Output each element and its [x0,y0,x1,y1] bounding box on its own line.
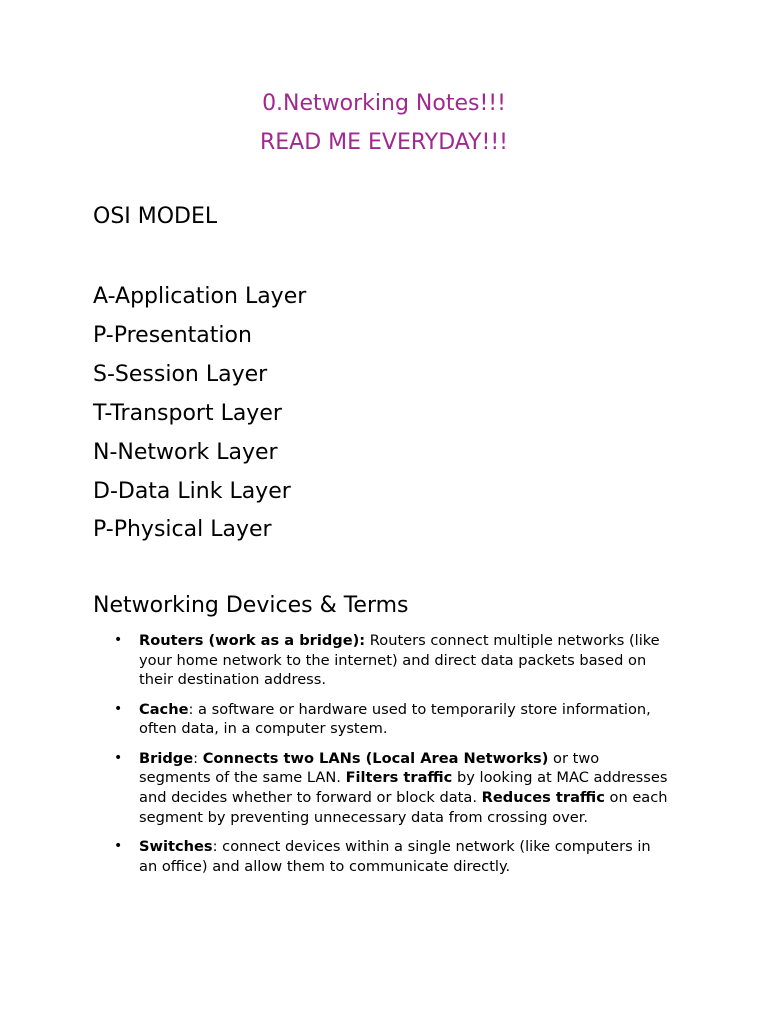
bullet-icon: • [114,837,123,854]
term-definition: : a software or hardware used to temporarily store information, often data, in a computer system. [139,700,651,738]
term-definition: or two segments of the same LAN. [139,749,600,787]
layer-application: A-Application Layer [93,284,307,309]
osi-layer-list [93,278,306,550]
term-emphasis: Reduces traffic [481,788,605,806]
term-definition: Routers connect multiple networks (like your home network to the internet) and direct data packets based on their destination address. [139,632,660,689]
term-bridge [93,749,673,828]
term-definition: on each segment by preventing unnecessary data from crossing over. [139,788,668,826]
term-label: Bridge [139,749,194,767]
document-subtitle: READ ME EVERYDAY!!! [259,130,508,155]
layer-physical: P-Physical Layer [93,517,272,543]
term-routers [93,631,673,690]
term-label: Switches [139,837,213,855]
bullet-icon: • [114,632,123,648]
document-title: 0.Networking Notes!!! [262,91,506,116]
bullet-icon: • [114,749,123,766]
layer-presentation: P-Presentation [93,322,252,348]
devices-heading: Networking Devices & Terms [93,593,409,618]
bullet-icon: • [114,700,123,717]
layer-session: S-Session Layer [93,361,268,387]
term-emphasis: Connects two LANs (Local Area Networks) [202,749,549,767]
term-label: Cache [139,700,189,718]
term-cache [93,700,673,739]
layer-data-link: D-Data Link Layer [93,478,291,504]
term-separator: : [193,749,203,767]
term-switches [93,837,673,876]
layer-transport: T-Transport Layer [93,400,282,426]
term-definition: by looking at MAC addresses and decides whether to forward or block data. [139,769,668,806]
term-definition: : connect devices within a single network (like computers in an office) and allow them to communicate directly. [139,837,651,875]
terms-list [93,631,673,886]
term-emphasis: Filters traffic [345,769,453,787]
osi-model-heading: OSI MODEL [93,204,218,229]
term-label: Routers (work as a bridge): [139,632,366,649]
layer-network: N-Network Layer [93,439,278,465]
title-block [0,84,768,162]
